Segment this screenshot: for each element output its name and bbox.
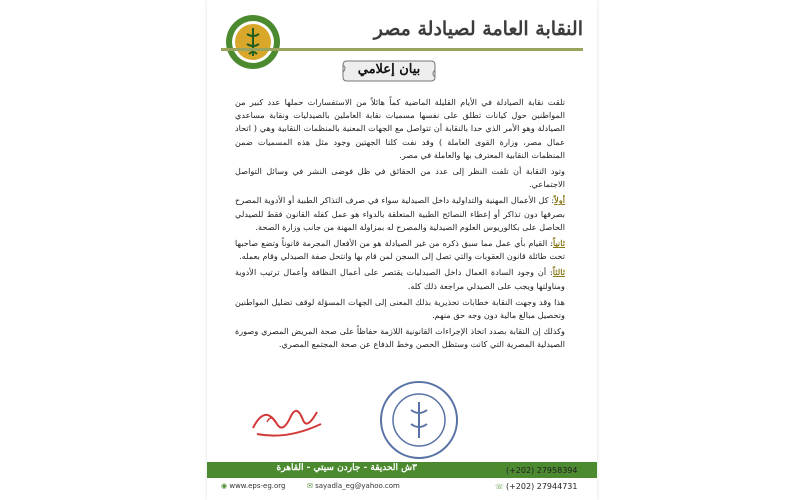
footer-address: ٣ش الحديقة - جاردن سيتي - القاهرة [276,463,417,473]
point-lead: ثانياً [552,238,565,249]
phone-text: (+202) 27958394 [505,466,578,475]
point-lead: أولاً [554,195,565,206]
statement-body [235,96,565,355]
signature-icon [247,394,327,444]
fax-icon: ☏ [495,483,506,491]
footer-email[interactable] [307,482,400,490]
paragraph: وتود النقابة أن تلفت النظر إلى عدد من الحقائق في ظل فوضى النشر في وسائل التواصل الاجتماعي. [235,166,565,190]
official-stamp-icon [377,378,461,462]
paragraph: تلقت نقابة الصيادلة في الأيام القليلة الماضية كماً هائلاً من الاستفسارات حملها عدد كبير من المواطنين حول كيانات تطلق على نفسها مسميات نقابة العاملين بالصيدليات ونقابة مساعدي الصيادلة وهو الأمر الذي حدا بالنقابة أن تتواصل مع الجهات المعنية بالمنظمات النقابية وهي ( اتحاد عمال مصر، وزارة القوى العاملة ) وقد نفت كلتا الجهتين وجود مثل هذه المسميات ضمن المنظمات النقابية المعترف بها والعاملة في مصر. [235,97,565,160]
email-text: sayadla_eg@yahoo.com [315,482,400,490]
footer-fax [495,482,577,491]
paragraph: وكذلك إن النقابة بصدد اتخاذ الإجراءات القانونية اللازمة حفاظاً على صحة المريض المصري وصورة الصيدلية المصرية التي كانت وستظل الحصن وخط الدفاع عن صحة المجتمع المصري. [235,326,565,350]
syndicate-logo-icon [225,14,281,70]
website-text: www.eps-eg.org [229,482,286,490]
point-lead: ثالثاً [552,267,565,278]
mail-icon: ✉ [307,482,316,490]
paragraph [235,237,565,263]
footer-website[interactable] [221,482,285,490]
paragraph: هذا وقد وجهت النقابة خطابات تحذيرية بذلك المعنى إلى الجهات المسؤلة لوقف تضليل المواطنين وتحصيل مبالغ مالية دون وجه حق منهم. [235,296,565,321]
point-text: : أن وجود السادة العمال داخل الصيدليات يقتصر على أعمال النظافة وأعمال ترتيب الأدوية ومناولتها ويجب على الصيدلي مراجعة ذلك كله. [235,267,565,291]
phone-icon: ☏ [495,467,506,475]
footer-phone [495,466,577,475]
header-divider [221,48,583,51]
fax-text: (+202) 27944731 [505,482,578,491]
document-page [207,0,597,500]
paragraph [235,266,565,292]
globe-icon: ◉ [221,482,230,490]
point-text: : القيام بأي عمل مما سبق ذكره من غير الصيادلة هو من الأفعال المجرمة قانوناً وتضع صاحبها تحت طائلة قانون العقوبات والتي تصل إلى السجن لمن قام بها وانتحل صفة الصيدلي وقام بعمله. [235,238,565,262]
document-heading: بيان إعلامي [357,62,421,77]
syndicate-title: النقابة العامة لصيادلة مصر [373,18,583,40]
paragraph [235,194,565,234]
point-text: : كل الأعمال المهنية والتداولية داخل الصيدلية سواء في صرف التذاكر الطبية أو الأدوية المصرح بصرفها دون تذاكر أو إعطاء النصائح الطبية المتعلقة بالدواء هو عمل كفله القانون فقط للصيدلي الحاصل على بكالوريوس العلوم الصيدلية والمصرح له بمزاولة المهنة من جانب وزارة الصحة. [235,195,565,232]
